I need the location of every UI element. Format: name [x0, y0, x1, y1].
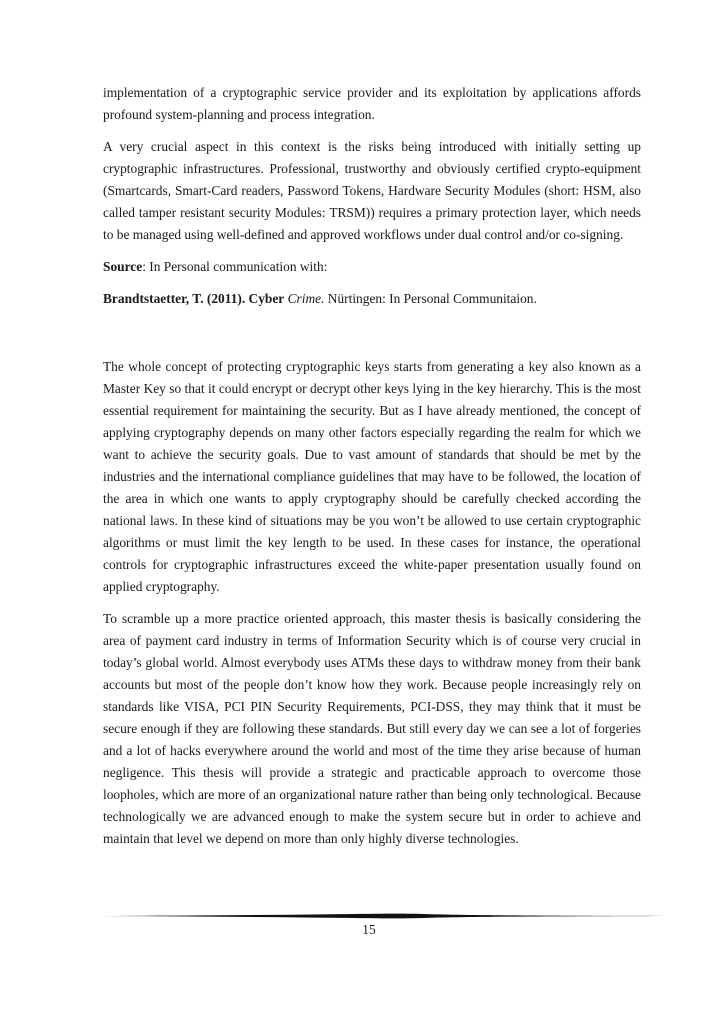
page-number: 15: [362, 922, 376, 937]
footer-rule: [103, 912, 678, 920]
paragraph-risks: A very crucial aspect in this context is the risks being introduced with initially setting up cryptographic infrastructures. Professional, trustworthy and obviously certified crypto-equipment (Smartcards, Smart-Card readers, Password Tokens, Hardware Security Modules (short: HSM, also called tamper resistant security Modules: TRSM)) requires a primary protection layer, which needs to be managed using well-defined and approved workflows under dual control and/or co-signing.: [103, 139, 641, 242]
paragraph-intro: implementation of a cryptographic service provider and its exploitation by applications affords profound system-planning and process integration.: [103, 85, 641, 122]
paragraph-thesis-approach: To scramble up a more practice oriented approach, this master thesis is basically considering the area of payment card industry in terms of Information Security which is of course very crucial in today’s global world. Almost everybody uses ATMs these days to withdraw money from their bank accounts but most of the people don’t know how they work. Because people increasingly rely on standards like VISA, PCI PIN Security Requirements, PCI-DSS, they may think that it must be secure enough if they are following these standards. But still every day we can see a lot of forgeries and a lot of hacks everywhere around the world and most of the time they arise because of human negligence. This thesis will provide a strategic and practicable approach to overcome those loopholes, which are more of an organizational nature rather than being only technological. Because technologically we are advanced enough to make the system secure but in order to achieve and maintain that level we depend on more than only highly diverse technologies.: [103, 611, 641, 846]
source-line: [103, 256, 641, 278]
citation-title: Crime.: [287, 291, 325, 306]
page-body: [103, 82, 641, 860]
citation-rest: Nürtingen: In Personal Communitaion.: [324, 291, 537, 306]
citation-authors: Brandtstaetter, T. (2011). Cyber: [103, 291, 285, 306]
source-text: : In Personal communication with:: [142, 259, 328, 274]
paragraph-master-key: The whole concept of protecting cryptographic keys starts from generating a key also known as a Master Key so that it could encrypt or decrypt other keys lying in the key hierarchy. This is the most essential requirement for maintaining the security. But as I have already mentioned, the concept of applying cryptography depends on many other factors especially regarding the realm for which we want to achieve the security goals. Due to vast amount of standards that should be met by the industries and the international compliance guidelines that may have to be followed, the location of the area in which one wants to apply cryptography should be carefully checked according the national laws. In these kind of situations may be you won’t be allowed to use certain cryptographic algorithms or must limit the key length to be used. In these cases for instance, the operational controls for cryptographic infrastructures exceed the white-paper presentation usually found on applied cryptography.: [103, 359, 641, 594]
citation: [103, 288, 641, 310]
source-label: Source: [103, 259, 143, 274]
